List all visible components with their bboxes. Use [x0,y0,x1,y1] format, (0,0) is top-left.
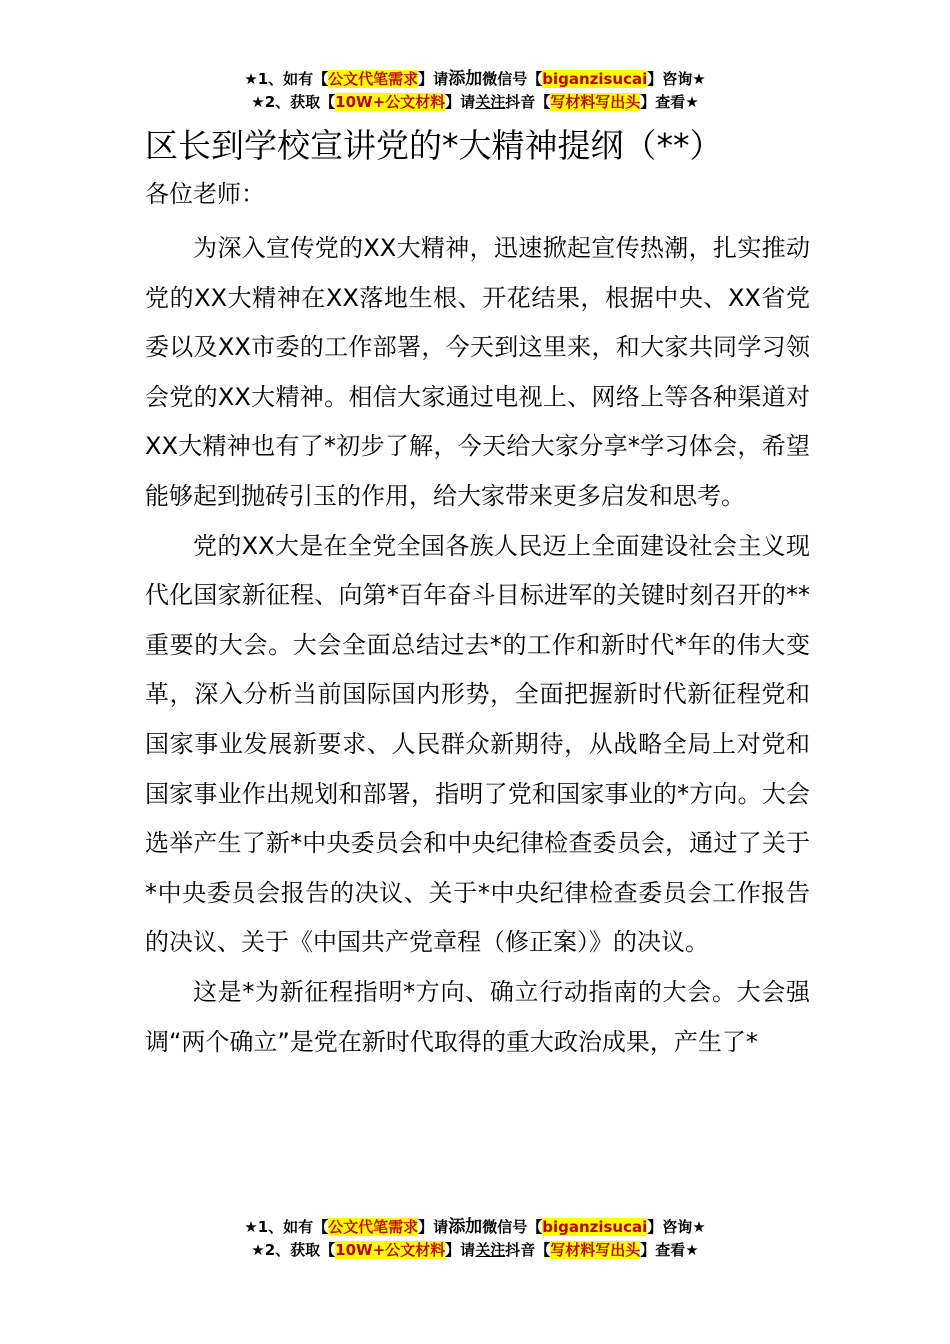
promo-text: 微信号【 [482,1218,543,1236]
promo-wechat-id: biganzisucai [542,70,648,88]
promo-highlight: 公文代笔需求 [328,1218,419,1236]
promo-line-1 [0,1216,950,1239]
salutation: 各位老师： [145,180,265,208]
promo-highlight: 10W+公文材料 [335,93,446,111]
document-body [145,224,810,1067]
promo-text: 】查看 [640,1241,686,1259]
promo-text: 抖音【 [505,93,551,111]
paragraph: 为深入宣传党的XX大精神，迅速掀起宣传热潮，扎实推动党的XX大精神在XX落地生根、开花结果，根据中央、XX省党委以及XX市委的工作部署，今天到这里来，和大家共同学习领会党的XX大精神。相信大家通过电视上、网络上等各种渠道对XX大精神也有了*初步了解，今天给大家分享*学习体会，希望能够起到抛砖引玉的作用，给大家带来更多启发和思考。 [145,234,810,510]
promo-douyin-id: 写材料写出头 [550,1241,641,1259]
paragraph: 党的XX大是在全党全国各族人民迈上全面建设社会主义现代化国家新征程、向第*百年奋斗目标进军的关键时刻召开的**重要的大会。大会全面总结过去*的工作和新时代*年的伟大变革，深入分析当前国际国内形势，全面把握新时代新征程党和国家事业发展新要求、人民群众新期待，从战略全局上对党和国家事业作出规划和部署，指明了党和国家事业的*方向。大会选举产生了新*中央委员会和中央纪律检查委员会，通过了关于*中央委员会报告的决议、关于*中央纪律检查委员会工作报告的决议、关于《中国共产党章程（修正案）》的决议。 [145,531,810,957]
promo-wechat-id: biganzisucai [542,1218,648,1236]
promo-text: 】请 [445,93,476,111]
promo-text: 2、获取【 [264,1241,336,1259]
footer-promo-banner [0,1216,950,1262]
star-icon: ★ [251,93,265,111]
star-icon: ★ [244,1218,258,1236]
promo-text: 1、如有【 [257,1218,329,1236]
star-icon: ★ [692,1218,706,1236]
promo-highlight: 公文代笔需求 [328,70,419,88]
star-icon: ★ [251,1241,265,1259]
star-icon: ★ [244,70,258,88]
promo-text: 1、如有【 [257,70,329,88]
promo-text: 2、获取【 [264,93,336,111]
promo-emphasis: 添加 [448,1217,483,1237]
promo-text: 抖音【 [505,1241,551,1259]
promo-text: 】查看 [640,93,686,111]
promo-emphasis: 关注 [475,93,506,111]
promo-text: 】请 [418,70,449,88]
star-icon: ★ [692,70,706,88]
promo-line-2 [0,91,950,114]
star-icon: ★ [685,93,699,111]
promo-text: 】咨询 [647,70,693,88]
header-promo-banner [0,68,950,114]
promo-text: 】咨询 [647,1218,693,1236]
promo-highlight: 10W+公文材料 [335,1241,446,1259]
document-title: 区长到学校宣讲党的*大精神提纲（**） [145,126,723,165]
promo-emphasis: 添加 [448,69,483,89]
paragraph: 这是*为新征程指明*方向、确立行动指南的大会。大会强调“两个确立”是党在新时代取得的重大政治成果，产生了* [145,977,810,1056]
promo-line-1 [0,68,950,91]
promo-text: 】请 [418,1218,449,1236]
promo-emphasis: 关注 [475,1241,506,1259]
promo-text: 微信号【 [482,70,543,88]
promo-douyin-id: 写材料写出头 [550,93,641,111]
star-icon: ★ [685,1241,699,1259]
promo-line-2 [0,1239,950,1262]
promo-text: 】请 [445,1241,476,1259]
